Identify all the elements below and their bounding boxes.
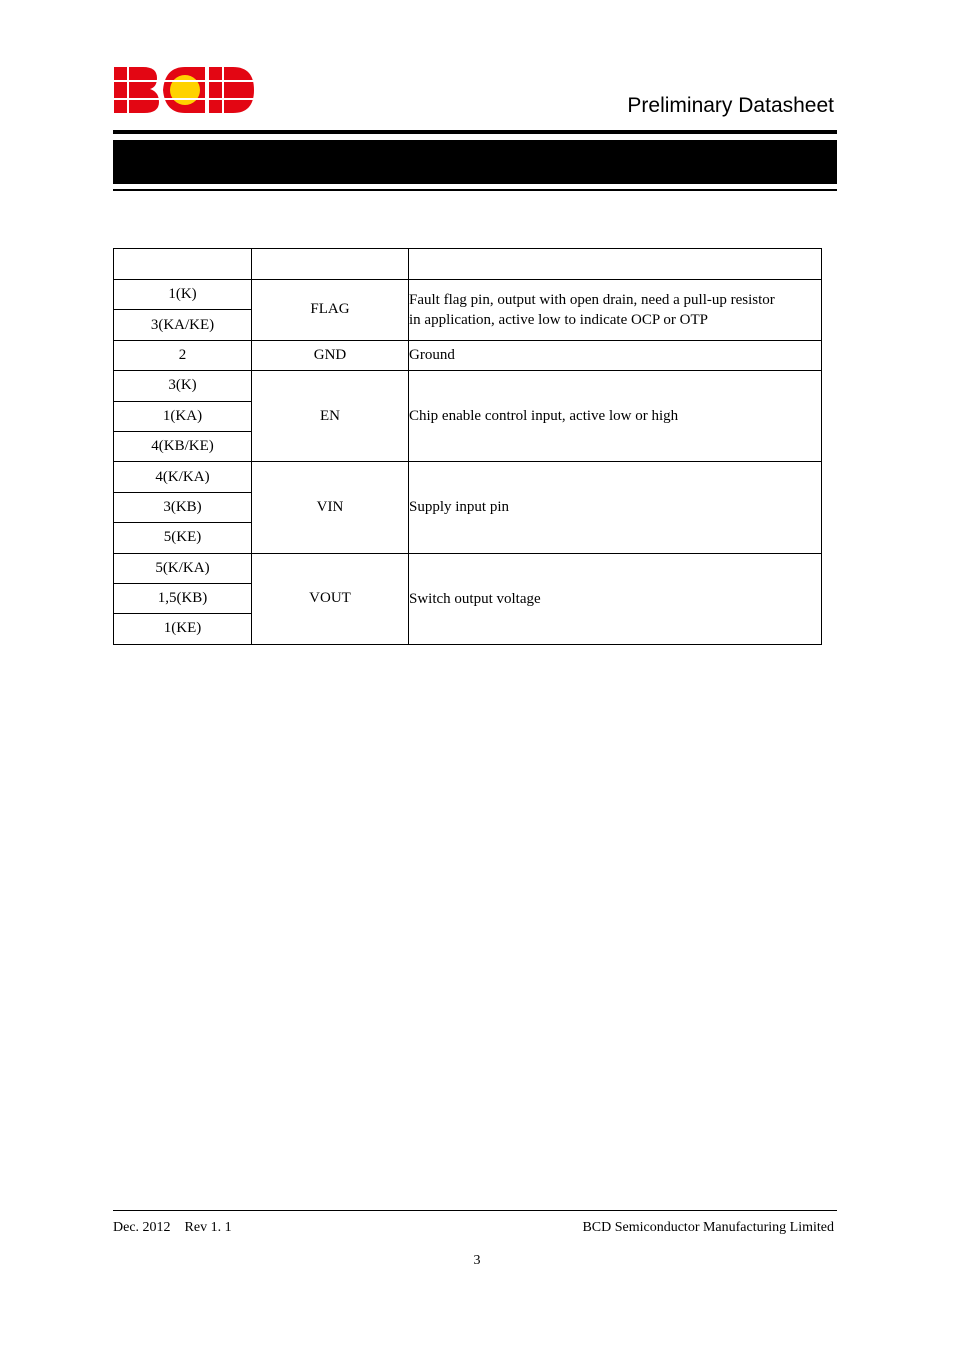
pin-number-cell: 5(KE) bbox=[114, 523, 252, 553]
pin-number-cell: 5(K/KA) bbox=[114, 553, 252, 583]
pin-number-cell: 3(KA/KE) bbox=[114, 310, 252, 340]
bcd-logo bbox=[113, 65, 255, 115]
column-header-pin-name bbox=[252, 249, 409, 280]
table-row bbox=[114, 280, 822, 310]
column-header-pin-number bbox=[114, 249, 252, 280]
page-number: 3 bbox=[473, 1253, 481, 1268]
pin-function-line: in application, active low to indicate OCP or OTP bbox=[409, 311, 708, 328]
bcd-logo-icon bbox=[113, 65, 255, 115]
table-row bbox=[114, 462, 822, 492]
table-row bbox=[114, 371, 822, 401]
pin-function-cell bbox=[409, 280, 822, 341]
header-underline bbox=[113, 189, 837, 191]
section-title-band bbox=[113, 140, 837, 184]
pin-name-cell: VIN bbox=[252, 462, 409, 553]
pin-name-cell: GND bbox=[252, 340, 409, 370]
pin-number-cell: 2 bbox=[114, 340, 252, 370]
pin-function-cell: Chip enable control input, active low or high bbox=[409, 371, 822, 462]
pin-name-cell: VOUT bbox=[252, 553, 409, 644]
header-rule bbox=[113, 130, 837, 134]
pin-number-cell: 1(KE) bbox=[114, 614, 252, 644]
pin-number-cell: 3(KB) bbox=[114, 492, 252, 522]
table-row bbox=[114, 553, 822, 583]
document-type-label: Preliminary Datasheet bbox=[627, 94, 834, 117]
pin-function-cell: Supply input pin bbox=[409, 462, 822, 553]
pin-function-line: Fault flag pin, output with open drain, need a pull-up resistor bbox=[409, 291, 775, 308]
pin-name-cell: EN bbox=[252, 371, 409, 462]
pin-name-cell: FLAG bbox=[252, 280, 409, 341]
table-row bbox=[114, 340, 822, 370]
pin-number-cell: 4(KB/KE) bbox=[114, 431, 252, 461]
pin-number-cell: 1,5(KB) bbox=[114, 583, 252, 613]
pin-number-cell: 3(K) bbox=[114, 371, 252, 401]
pin-number-cell: 1(K) bbox=[114, 280, 252, 310]
pin-function-cell: Ground bbox=[409, 340, 822, 370]
column-header-function bbox=[409, 249, 822, 280]
pin-number-cell: 4(K/KA) bbox=[114, 462, 252, 492]
pin-description-table bbox=[113, 248, 822, 645]
table-header-row bbox=[114, 249, 822, 280]
pin-function-cell: Switch output voltage bbox=[409, 553, 822, 644]
footer-company: BCD Semiconductor Manufacturing Limited bbox=[582, 1220, 834, 1235]
pin-number-cell: 1(KA) bbox=[114, 401, 252, 431]
footer-date-revision: Dec. 2012 Rev 1. 1 bbox=[113, 1220, 232, 1235]
footer-rule bbox=[113, 1210, 837, 1211]
